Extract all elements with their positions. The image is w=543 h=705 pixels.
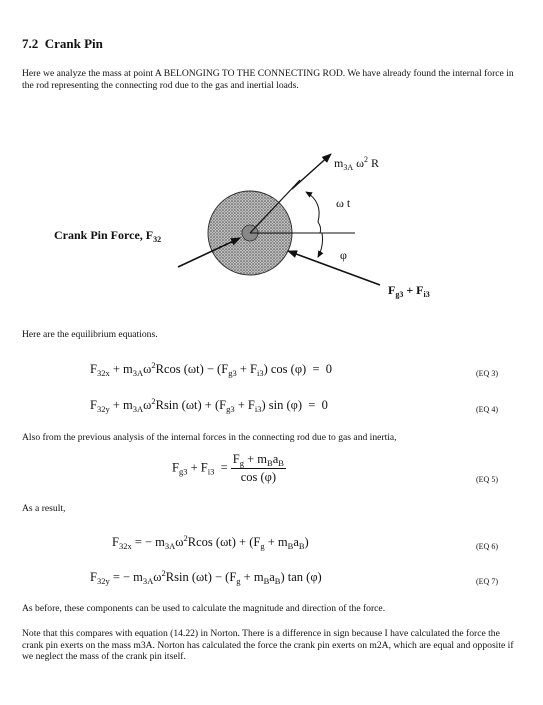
equation-3-number: (EQ 3) <box>476 369 498 378</box>
equation-6: $F_{32x}$ = − $m_{3A}\omega^2Rcos$ $(\omega t) + (F_g + m_Ba_B)$ <box>112 533 309 551</box>
equation-5-number: (EQ 5) <box>476 475 498 484</box>
note-paragraph: Note that this compares with equation (14.22) in Norton. There is a difference in sign because I have calculated the force the crank pin exerts on the mass m3A. Norton has calculated the force the crank pin exerts on m2A, which are equal and opposite if we neglect the mass of the crank pin itself. <box>22 628 514 662</box>
equation-6-number: (EQ 6) <box>476 542 498 551</box>
inertia-force-arrow <box>292 154 331 189</box>
omega-t-label: ω t <box>336 196 351 210</box>
also-paragraph: Also from the previous analysis of the internal forces in the connecting rod due to gas and inertia, <box>22 432 397 443</box>
equation-7-number: (EQ 7) <box>476 577 498 586</box>
equation-4: $F_{32y} + m_{3A}\omega^2Rsin$ $(\omega t) + (F_{g3} + F_{i3})$ sin (φ) = 0 <box>90 396 328 414</box>
equation-3: $F_{32x} + m_{3A}\omega^2Rcos$ $(\omega t) - (F_{g3} + F_{i3})$ cos (φ) = 0 <box>90 360 332 378</box>
result-paragraph: As a result, <box>22 503 66 514</box>
phi-arc <box>318 233 323 257</box>
inertia-force-label: $m_{3A}$ $\omega^2$ R <box>334 155 380 172</box>
equation-5: $F_{g3} + F_{i3}$ = $\frac{F_g + m_Ba_B}{\cos (\varphi)}$ <box>172 452 284 484</box>
section-number: 7.2 <box>22 36 39 51</box>
equation-4-number: (EQ 4) <box>476 405 498 414</box>
gas-force-label: $F_{g3} + F_{i3}$ <box>388 283 430 299</box>
intro-paragraph: Here we analyze the mass at point A BELONGING TO THE CONNECTING ROD. We have already found the internal force in the rod representing the connecting rod due to the gas and inertial loads. <box>22 68 514 91</box>
equation-5-fraction: $\frac{F_g + m_Ba_B}{\cos (\varphi)}$ <box>232 452 284 484</box>
section-title <box>22 36 103 52</box>
equilibrium-intro: Here are the equilibrium equations. <box>22 329 158 340</box>
section-title-text: Crank Pin <box>44 36 103 51</box>
crank-pin-force-label: Crank Pin Force, $F_{32}$ <box>54 228 162 244</box>
equation-7: $F_{32y}$ = − $m_{3A}\omega^2Rsin$ $(\omega t) - (F_g + m_Ba_B)$ tan (φ) <box>90 568 322 586</box>
omega-t-arc-tail <box>318 222 321 233</box>
before-paragraph: As before, these components can be used to calculate the magnitude and direction of the force. <box>22 603 386 614</box>
phi-label: φ <box>340 248 347 262</box>
omega-t-arc <box>306 192 319 222</box>
gas-force-arrow <box>288 251 380 285</box>
